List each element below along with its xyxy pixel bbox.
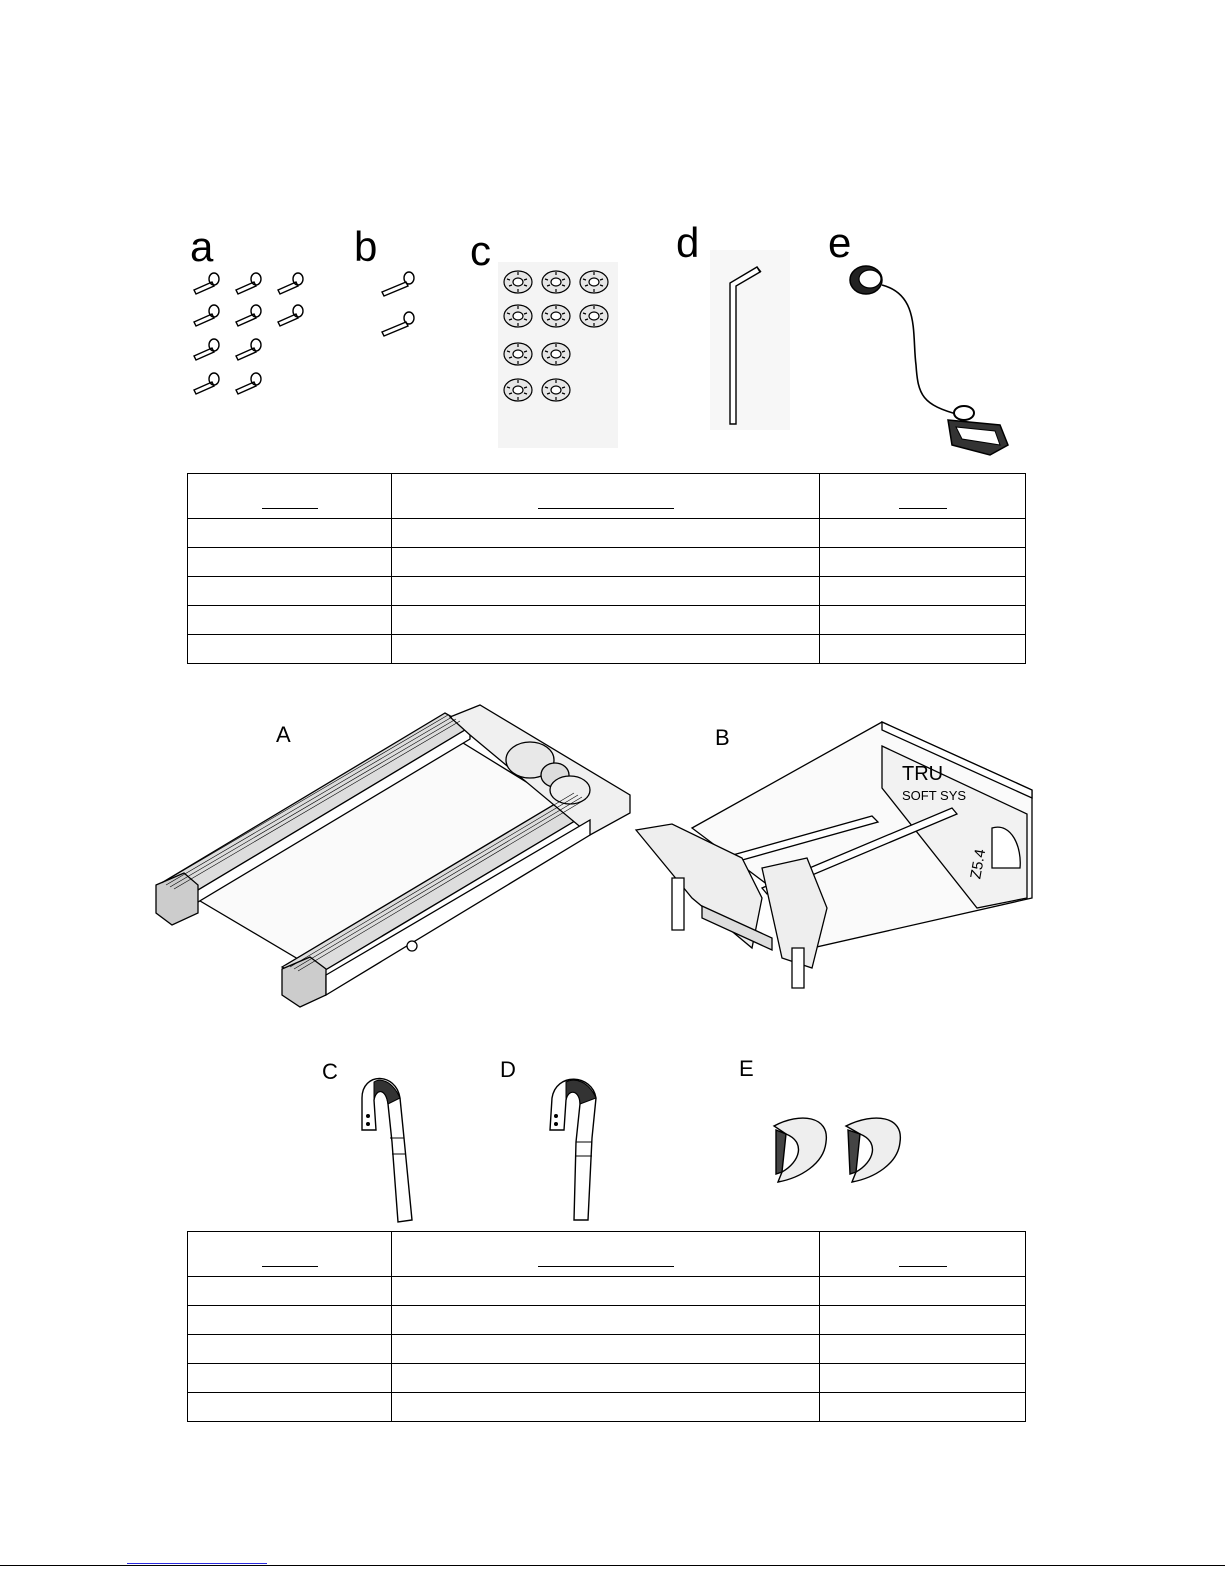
table-row: [188, 1277, 1026, 1306]
table-header-cell: [188, 474, 392, 519]
handrail-C-illustration: [350, 1068, 430, 1228]
svg-text:TRU: TRU: [902, 763, 944, 785]
safety-key-e-illustration: [840, 255, 1040, 470]
main-parts-table: [187, 1231, 1026, 1422]
table-row: [188, 519, 1026, 548]
hardware-label-b: b: [354, 223, 378, 270]
end-caps-E-illustration: [770, 1112, 910, 1192]
table-header-cell: [188, 1232, 392, 1277]
hardware-parts-table: [187, 473, 1026, 664]
table-header-row: [188, 1232, 1026, 1277]
hardware-label-a: a: [190, 223, 214, 270]
handrail-D-illustration: [540, 1068, 620, 1228]
part-label-C: C: [322, 1059, 338, 1084]
part-label-B: B: [715, 725, 730, 750]
hardware-label-d: d: [676, 219, 700, 266]
table-row: [188, 1364, 1026, 1393]
table-row: [188, 1393, 1026, 1422]
table-header-cell: [820, 474, 1026, 519]
hardware-label-c: c: [470, 227, 491, 274]
treadmill-base-A-illustration: [150, 705, 640, 1005]
part-label-D: D: [500, 1057, 516, 1082]
upright-frame-B-illustration: [632, 718, 1042, 994]
table-row: [188, 1306, 1026, 1335]
part-label-E: E: [739, 1056, 754, 1081]
hardware-label-e: e: [828, 219, 852, 266]
bolts-a-illustration: [190, 268, 330, 408]
table-row: [188, 1335, 1026, 1364]
table-header-cell: [392, 1232, 820, 1277]
table-row: [188, 606, 1026, 635]
table-row: [188, 635, 1026, 664]
allen-key-d-illustration: [700, 250, 790, 430]
table-row: [188, 577, 1026, 606]
svg-text:Z5.4: Z5.4: [967, 847, 990, 881]
screws-b-illustration: [376, 268, 426, 338]
part-label-A: A: [276, 722, 291, 747]
table-row: [188, 548, 1026, 577]
svg-text:SOFT SYS: SOFT SYS: [902, 788, 967, 803]
table-header-cell: [820, 1232, 1026, 1277]
footer-link[interactable]: [127, 1557, 267, 1564]
table-header-row: [188, 474, 1026, 519]
footer-divider: [0, 1565, 1225, 1566]
washers-c-illustration: [498, 262, 618, 448]
table-header-cell: [392, 474, 820, 519]
